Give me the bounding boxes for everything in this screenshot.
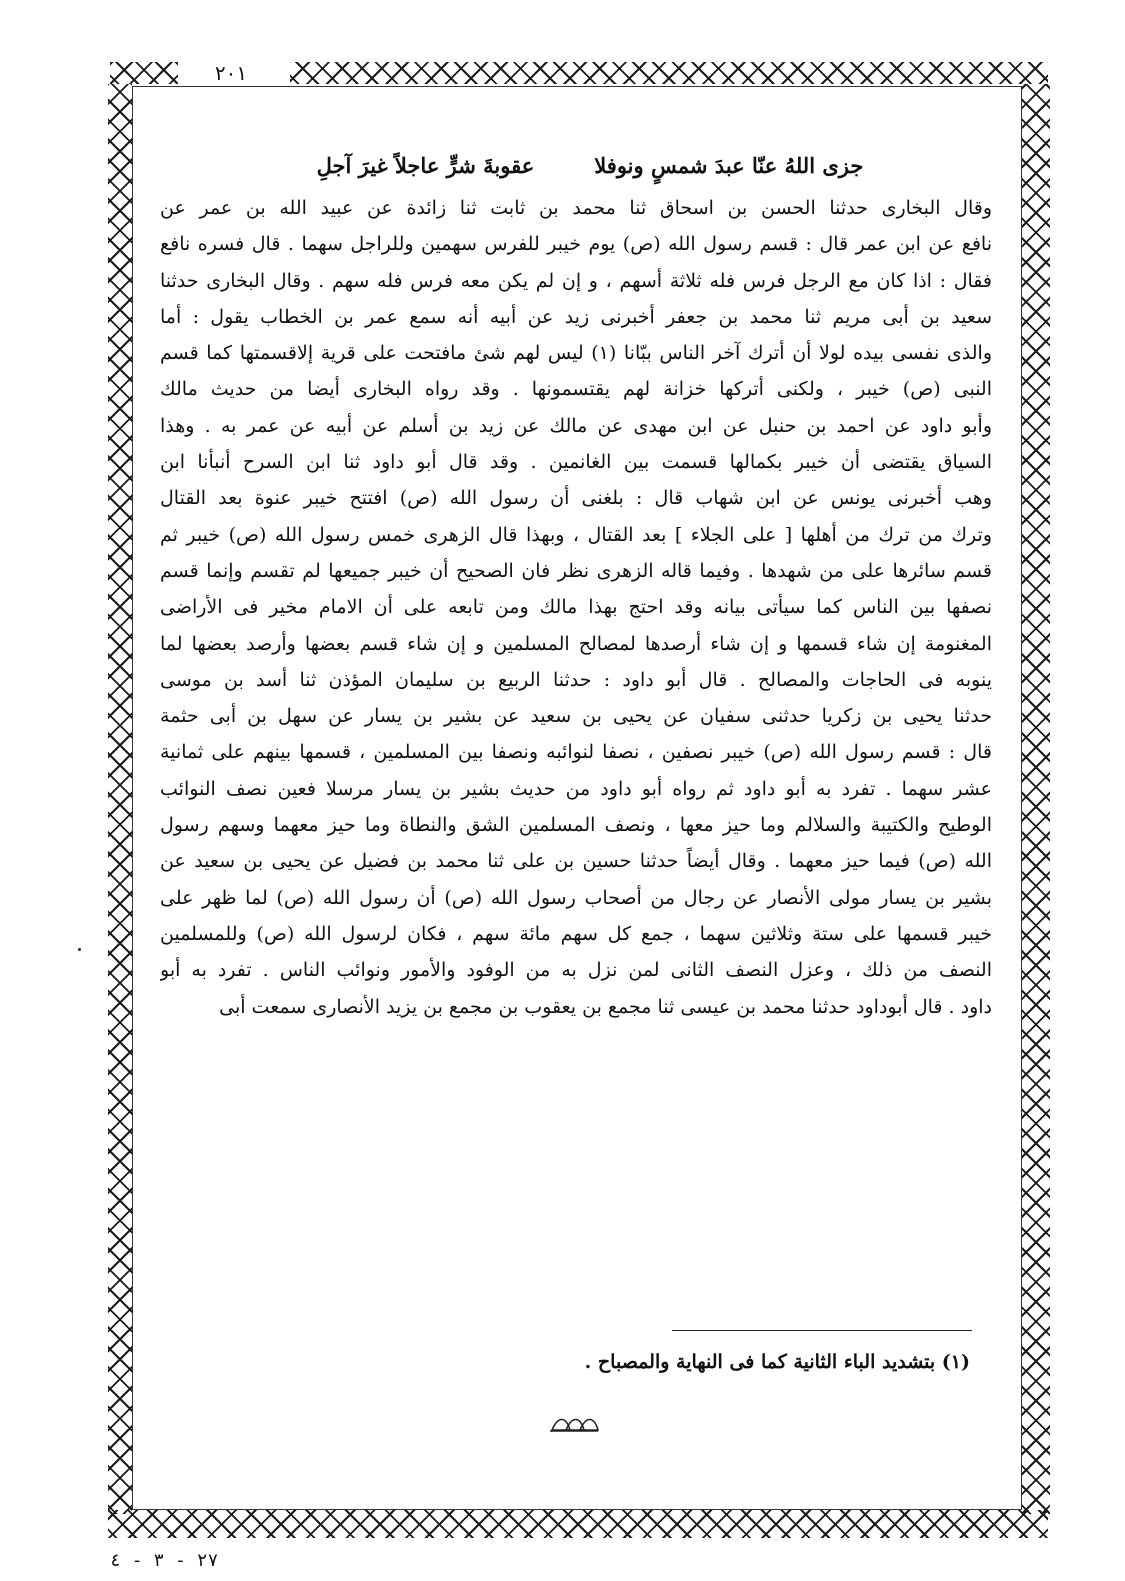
text-line: سعيد بن أبى مريم ثنا محمد بن جعفر أخبرنى زيد عن أبيه أنه سمع عمر بن الخطاب يقول : أما xyxy=(160,305,992,328)
text-line: المغنومة إن شاء قسمها و إن شاء أرصدها لمصالح المسلمين و إن شاء قسم بعضها وأرصد بعضها لما xyxy=(160,632,992,655)
text-line: وقال البخارى حدثنا الحسن بن اسحاق ثنا محمد بن ثابت ثنا زائدة عن عبيد الله بن عمر عن xyxy=(160,197,992,219)
text-line: والذى نفسى بيده لولا أن أترك آخر الناس ببّانا (١) ليس لهم شئ مافتحت على قرية إلاقسمتها كما قسم xyxy=(160,342,992,365)
text-line: حدثنا يحيى بن زكريا حدثنى سفيان عن يحيى بن سعيد عن بشير بن يسار عن سهل بن أبى حثمة xyxy=(160,705,992,728)
text-line: النبى (ص) خيبر ، ولكنى أتركها خزانة لهم يقتسمونها . وقد رواه البخارى أيضا من حديث مالك xyxy=(160,378,992,401)
text-line: قسم سائرها على من شهدها . وفيما قاله الزهرى نظر فان الصحيح أن خيبر جميعها لم تقسم وإنما قسم xyxy=(160,559,992,582)
page-number: ٢٠١ xyxy=(186,60,276,86)
poetry-verse xyxy=(200,148,980,184)
ornamental-border-left xyxy=(108,84,132,1514)
text-line: داود . قال أبوداود حدثنا محمد بن عيسى ثنا مجمع بن يعقوب بن مجمع بن يزيد الأنصارى سمعت أبى xyxy=(219,995,992,1018)
ornamental-border-right xyxy=(1022,84,1050,1514)
verse-hemistich-left: عقوبةَ شرٍّ عاجلاً غيرَ آجلِ xyxy=(316,153,535,178)
body-text xyxy=(160,190,992,1320)
ornamental-border-top-left xyxy=(110,62,178,84)
text-line: بشير بن يسار مولى الأنصار عن رجال من أصحاب رسول الله (ص) أن رسول الله (ص) لما ظهر على xyxy=(160,886,992,909)
archive-stamp: ٢٧ - ٣ - ٤ xyxy=(110,1550,219,1571)
footnote-divider xyxy=(672,1330,972,1331)
text-line: النصف من ذلك ، وعزل النصف الثانى لمن نزل به من الوفود والأمور ونوائب الناس . تفرد به أبو xyxy=(160,959,992,982)
text-line: قال : قسم رسول الله (ص) خيبر نصفين ، نصفا لنوائبه ونصفا بين المسلمين ، قسمها بينهم على ثمانية xyxy=(160,741,992,764)
text-line: نافع عن ابن عمر قال : قسم رسول الله (ص) يوم خيبر للفرس سهمين وللراجل سهما . قال فسره نافع xyxy=(160,233,992,256)
text-line: الله (ص) فيما حيز معهما . وقال أيضاً حدثنا حسين بن على ثنا محمد بن فضيل عن يحيى بن سعيد عن xyxy=(160,850,992,873)
end-ornament-icon xyxy=(548,1410,600,1436)
text-line: الوطيح والكتيبة والسلالم وما حيز معها ، ونصف المسلمين الشق والنطاة وما حيز معهما وسهم رسول xyxy=(160,814,992,837)
text-line: نصفها بين الناس كما سيأتى بيانه وقد احتج بهذا مالك ومن تابعه على أن الامام مخير فى الأراضى xyxy=(160,596,992,619)
footnote: (١) بتشديد الباء الثانية كما فى النهاية والمصباح . xyxy=(584,1351,970,1373)
text-line: خيبر قسمها على ستة وثلاثين سهما ، جمع كل سهم مائة سهم ، فكان لرسول الله (ص) وللمسلمين xyxy=(160,922,992,945)
text-line: فقال : اذا كان مع الرجل فرس فله ثلاثة أسهم ، و إن لم يكن معه فرس فله سهم . وقال البخارى حدثنا xyxy=(160,269,992,292)
text-line: عشر سهما . تفرد به أبو داود ثم رواه أبو داود من حديث بشير بن يسار مرسلا فعين نصف النوائب xyxy=(160,777,992,800)
text-line: ينوبه فى الحاجات والمصالح . قال أبو داود : حدثنا الربيع بن سليمان المؤذن ثنا أسد بن موسى xyxy=(160,668,992,691)
text-line: السياق يقتضى أن خيبر بكمالها قسمت بين الغانمين . وقد قال أبو داود ثنا ابن السرح أنبأنا ابن xyxy=(160,451,992,474)
text-line: وترك من ترك من أهلها [ على الجلاء ] بعد القتال ، وبهذا قال الزهرى خمس رسول الله (ص) خيبر ثم xyxy=(160,523,992,546)
ornamental-border-bottom xyxy=(108,1510,1048,1538)
ornamental-border-top xyxy=(290,62,1048,84)
text-line: وهب أخبرنى يونس عن ابن شهاب قال : بلغنى أن رسول الله (ص) افتتح خيبر عنوة بعد القتال xyxy=(160,487,992,510)
ink-speck xyxy=(78,948,81,951)
text-line: وأبو داود عن احمد بن حنبل عن ابن مهدى عن مالك عن زيد بن أسلم عن أبيه عن عمر به . وهذا xyxy=(160,414,992,437)
verse-hemistich-right: جزى اللهُ عنّا عبدَ شمسٍ ونوفلا xyxy=(594,153,864,178)
